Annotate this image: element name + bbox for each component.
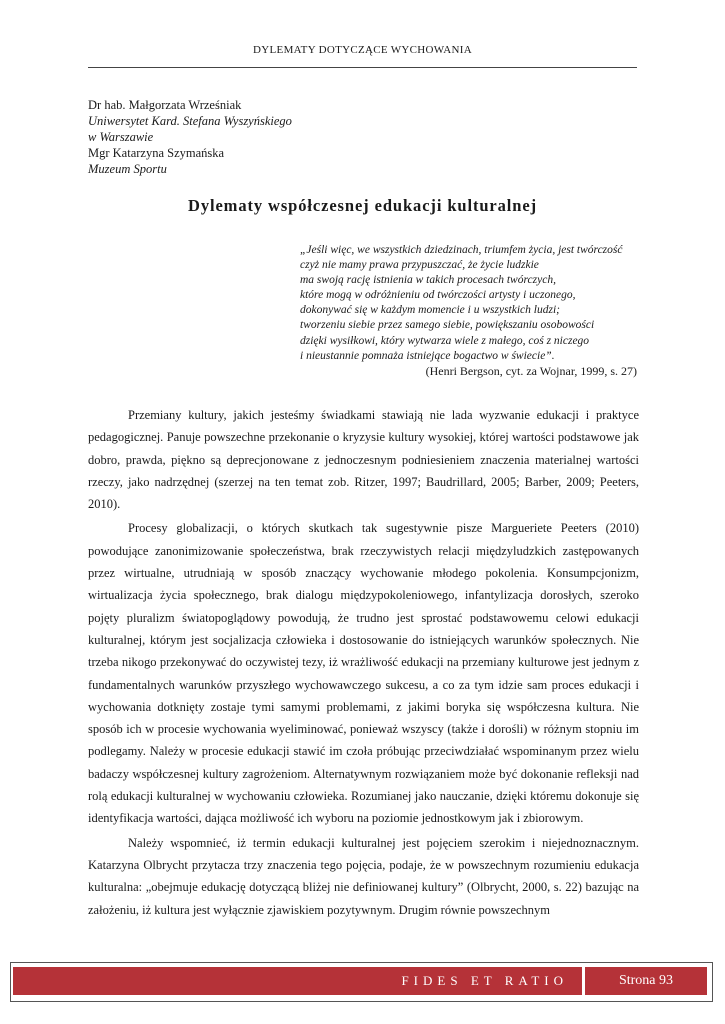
body-paragraph: Procesy globalizacji, o których skutkach tak sugestywnie pisze Margueriete Peeters (2010) powodujące zanonimizowanie społeczeństwa, brak rzeczywistych relacji międzyludzkich zastępowanych przez wirtualne, utrudniają w sposób znaczący wychowanie młodego pokolenia. Konsumpcjonizm, wirtualizacja życia społecznego, brak dialogu międzypokoleniowego, infantylizacja dorosłych, szeroko pojęty pluralizm światopoglądowy powodują, że trudno jest sprostać podstawowemu celowi edukacji kulturalnej, którym jest socjalizacja człowieka i dostosowanie do istniejących warunków społecznych. Nie trzeba nikogo przekonywać do oczywistej tezy, iż wrażliwość edukacji na przemiany kulturowe jest jednym z fundamentalnych warunków przyszłego wychowawczego sukcesu, a co za tym idzie sam proces edukacji i wychowania dotknięty zostaje tymi samymi problemami, z jakimi boryka się współczesna kultura. Nie sposób ich w procesie wychowania wyeliminować, ponieważ wszyscy (także i dorośli) w różnym stopniu im podlegamy. Należy w procesie edukacji stawić im czoła próbując przeciwdziałać wspominanym przez wielu badaczy współczesnej kultury zagrożeniom. Alternatywnym rozwiązaniem może być dokonanie refleksji nad rolą edukacji kulturalnej w wychowaniu człowieka. Rozumianej jako nauczanie, dzięki któremu dokonuje się identyfikacja wartości, dająca możliwość ich wyboru na poziomie jednostkowym jak i zbiorowym.	[88, 521, 639, 826]
journal-name: FIDES ET RATIO	[401, 973, 568, 988]
author2-name: Mgr Katarzyna Szymańska	[88, 146, 225, 160]
header-rule	[88, 67, 637, 68]
page-label: Strona 93	[618, 973, 674, 988]
footer-page-number	[585, 967, 707, 995]
author1-affiliation-line2: w Warszawie	[88, 130, 154, 144]
author1-name: Dr hab. Małgorzata Wrześniak	[88, 98, 242, 112]
body-paragraph: Przemiany kultury, jakich jesteśmy świadkami stawiają nie lada wyzwanie edukacji i praktyce pedagogicznej. Panuje powszechne przekonanie o kryzysie kultury wysokiej, której wartości podstawowe jak dobro, prawda, piękno są deprecjonowane z jednoczesnym podniesieniem znaczenia materialnej wartości rzeczy, jako nadrzędnej (szerzej na ten temat zob. Ritzer, 1997; Baudrillard, 2005; Barber, 2009; Peeters, 2010).	[88, 408, 639, 512]
epigraph-citation: (Henri Bergson, cyt. za Wojnar, 1999, s. 27)	[425, 364, 637, 378]
epigraph-line: „Jeśli więc, we wszystkich dziedzinach, triumfem życia, jest twórczość	[300, 244, 623, 256]
epigraph	[300, 243, 640, 364]
epigraph-line: ma swoją rację istnienia w takich procesach twórczych,	[300, 274, 556, 287]
article-body	[88, 404, 639, 923]
author1-affiliation-line1: Uniwersytet Kard. Stefana Wyszyńskiego	[88, 114, 292, 128]
epigraph-line: dzięki wysiłkowi, który wytwarza wiele z małego, coś z niczego	[300, 334, 590, 347]
running-header: DYLEMATY DOTYCZĄCE WYCHOWANIA	[253, 44, 472, 56]
body-paragraph: Należy wspomnieć, iż termin edukacji kulturalnej jest pojęciem szerokim i niejednoznacznym. Katarzyna Olbrycht przytacza trzy znaczenia tego pojęcia, podaje, że w powszechnym rozumieniu edukacja kulturalna: „obejmuje edukację dotyczącą bliżej nie definiowanej kultury” (Olbrycht, 2000, s. 22) bazując na założeniu, iż kultura jest wyłącznie zjawiskiem pozytywnym. Drugim równie powszechnym	[88, 835, 639, 917]
author-block	[88, 97, 292, 177]
epigraph-line: i nieustannie pomnaża istniejące bogactwo w świecie”.	[300, 349, 555, 362]
epigraph-line: czyż nie mamy prawa przypuszczać, że życie ludzkie	[300, 259, 539, 272]
epigraph-line: dokonywać się w każdym momencie i u wszystkich ludzi;	[300, 304, 560, 317]
article-title: Dylematy współczesnej edukacji kulturalnej	[188, 196, 537, 215]
epigraph-line: tworzeniu siebie przez samego siebie, powiększaniu osobowości	[300, 319, 595, 332]
footer-journal-name	[13, 967, 582, 995]
author2-affiliation: Muzeum Sportu	[88, 162, 167, 176]
epigraph-line: które mogą w odróżnieniu od twórczości artysty i uczonego,	[300, 289, 576, 302]
